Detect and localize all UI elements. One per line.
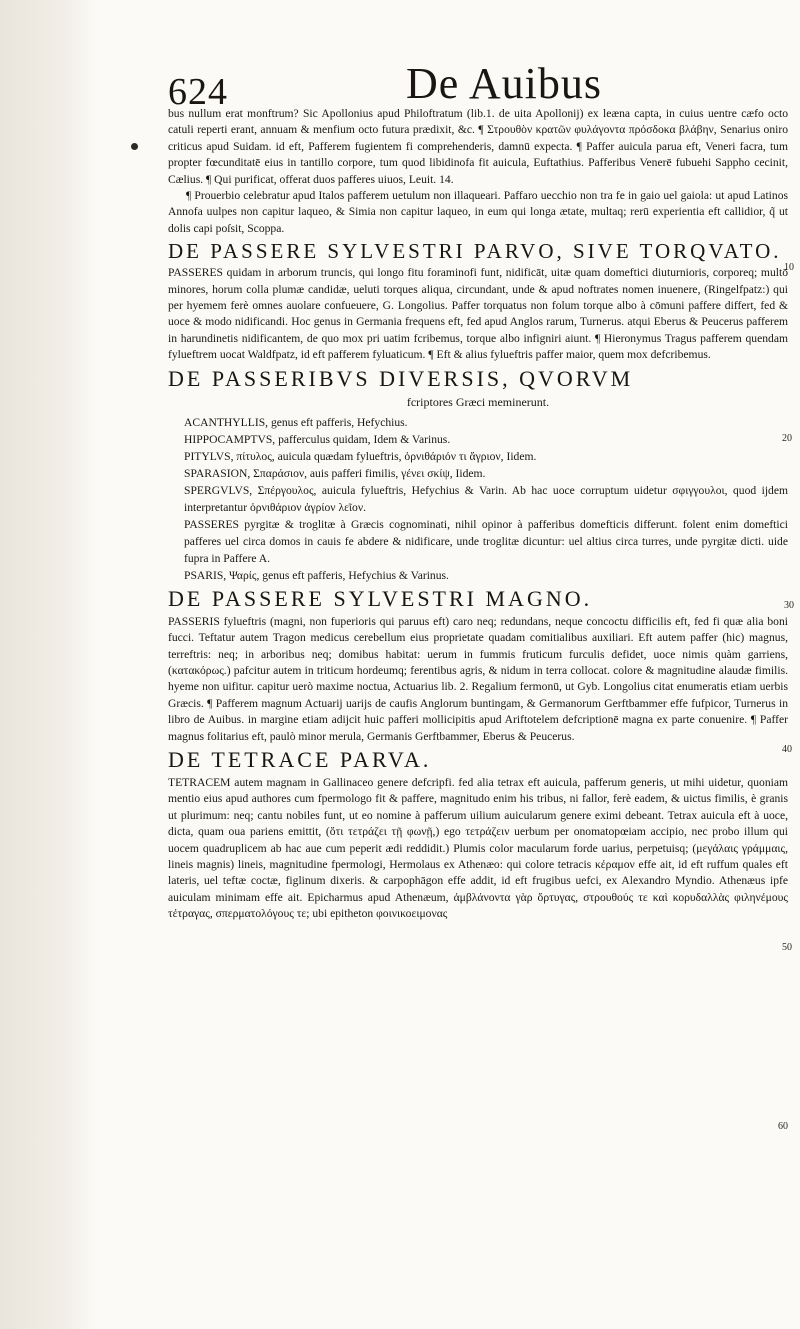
margin-line-number: 20 [782,433,792,444]
list-item: PSARIS, Ψαρίς, genus eft pafferis, Hefychius & Varinus. [184,568,449,582]
section-subheading: fcriptores Græci meminerunt. [406,394,550,409]
ink-blot-mark [131,143,138,150]
species-list [168,414,788,584]
paragraph-passer-magnus: PASSERIS fylueftris (magni, non fuperioris qui paruus eft) caro neq; redundans, neque concoctu difficilis eft, fed fi quæ alia boni fucci. Teftatur autem Tragon medicus cerebellum eius proprietate quadam comitialibus auxiliari. Eft autem paffer (hic) magnus, terreftris: neq; in arboribus neq; domibus habitat: uerum in fummis fruticum furculis defidet, uoce nimis quàm garriens, (κατακόρως.) pafcitur autem in triticum hordeumq; ferentibus agris, & nidum in terra collocat. colore & magnitudine alaudæ fimilis. hyeme non uifitur. capitur uerò maxime noctua, Actuarius lib. 2. Regalium fermonū, ut Gyb. Longolius citat enumeratis etiam uerbis Græcis. ¶ Pafferem magnum Actuarij uarijs de caufis Anglorum buntingam, & Germanorum Gerftbammer effe fufpicor, Turnerus in libro de Auibus. in margine etiam adijcit huic pafferi mollicipitis apud Ariftotelem defcriptionē magna ex parte conuenire. ¶ Paffer magnus folitarius eft, paulò minor merula, Germanis Gerftbammer, Eberus & Peucerus. [168,614,788,743]
section-heading-tetrax-parva: DE TETRACE PARVA. [168,746,432,772]
section-heading-passer-magnus: DE PASSERE SYLVESTRI MAGNO. [168,585,593,611]
paragraph-proverb: ¶ Prouerbio celebratur apud Italos pafferem uetulum non illaqueari. Paffaro uecchio non tra fe in gaio uel gaiola: ut apud Latinos Annofa uulpes non capitur laqueo, & Simia non capitur laqueo, in eum qui longa ætate, multaq; rerū experientia eft callidior, q̃ ut dolis capi poſsit, Scoppa. [168,189,788,235]
page-number: 624 [168,71,228,113]
list-item: HIPPOCAMPTVS, pafferculus quidam, Idem & Varinus. [184,432,451,446]
list-item: SPARASION, Σπαράσιον, auis pafferi fimilis, γένει σκίψ, Iidem. [184,466,486,480]
list-item: PASSERES pyrgitæ & troglitæ à Græcis cognominati, nihil opinor à pafferibus domefticis differunt. folent enim domeftici pafferes uel circa domos in cauis fe abdere & nidificare, unde troglitæ dicuntur: uel altius circa turres, unde pyrgitæ dicti. uide fupra in Paffere A. [184,517,788,565]
margin-line-number: 50 [782,942,792,953]
list-item: SPERGVLVS, Σπέργουλος, auicula fylueftris, Hefychius & Varin. Ab hac uoce corruptum uidetur σφιγγουλοι, quod ijdem interpretantur ὀρνιθάριον ἀγρίον λεῖον. [184,483,788,514]
list-item: PITYLVS, πίτυλος, auicula quædam fylueftris, ὀρνιθάριόν τι ἄγριον, Iidem. [184,449,537,463]
section-heading-passeres-diversi: DE PASSERIBVS DIVERSIS, QVORVM [168,365,634,391]
page-gutter [0,0,96,1329]
paragraph-passer-torquatus: PASSERES quidam in arborum truncis, qui longo fitu foraminofi funt, nidificāt, uitæ quam domeftici diuturnioris, corporeq; multō minores, horum colla plumæ candidæ, ueluti torques aliqua, circundant, unde & apud noftrates nomen inuenere, (Ringelfpatz:) qui per hyemem ferè omnes auolare confueuere, G. Longolius. Paffer torquatus non folum torque albo à cōmuni paffere differt, fed & uoce & modo nidificandi. Hoc genus in Germania frequens eft, fed apud Anglos rarum, Turnerus. atqui Eberus & Peucerus pafferem in harundinetis nidificantem, de quo mox pri uatim fcribemus, torque albo infigniri aiunt. ¶ Hieronymus Tragus pafferem quendam fylueftrem uocat Waldfpatz, id eft pafferem fyluaticum. ¶ Eft & alius fylueftris paffer maior, quem mox defcribemus. [168,266,788,362]
margin-line-number: 10 [784,262,794,273]
margin-line-number: 30 [784,600,794,611]
page-body [168,106,788,923]
paragraph-tetrax-parva: TETRACEM autem magnam in Gallinaceo genere defcripfi. fed alia tetrax eft auicula, pafferum generis, ut mihi uidetur, quoniam mentio eius apud authores cum fpermologo fit & paffere, magnitudo enim his tribus, ni fallor, ferè eadem, & uictus fimilis, è granis ut plurimum: neq; cantu nobiles funt, ut eo nomine à pafferum uilium auicularum genere eximi debeant. Tetrax auicula eft à uoce, dicta, quam oua pariens emittit, (ὅτι τετράζει τῇ φωνῇ,) ego τετράζειν uerbum per onomatopœiam accipio, nec probo illum qui uocem quadruplicem ab hac aue cum peperit ædi reddidit.) Plumis color macularum forde uarius, perpetuisq; (μεγάλαις γράμμαις, lineis magnis) lineis, magnitudine fpermologi, Hermolaus ex Athenæo: qui colore tetracis κέραμον effe ait, id eft ruffum quales eft lateris, uel teftæ coctæ, figlinum dixeris. & carpophāgon effe addit, id eft frugibus uefci, ex Alexandro Myndio. Athenæus ipfe auiculam minimam effe ait. Epicharmus apud Athenæum, ἀμβλάνοντα γὰρ ὄρτυγας, στρουθούς τε καὶ κορυδαλλὰς φιληνέμους τέτραγας, σπερματολόγους τε; ubi epitheton φοινικοειμονας [168,775,788,921]
section-heading-passer-torquatus: DE PASSERE SYLVESTRI PARVO, SIVE TORQVATO. [168,239,782,264]
running-title: De Auibus [406,59,602,108]
paragraph-apollonius: bus nullum erat monftrum? Sic Apollonius apud Philoftratum (lib.1. de uita Apollonij) ex leæna capta, in cuius uentre cæfo octo catuli reperti erant, annuam & menfium octo futura prædixit, &c. ¶ Στρουθὸν κρατῶν φυλάγοντα πρόσδοκα βλάβην, Senarius oniro criticus apud Suidam. id eft, Pafferem fugientem fi comprehenderis, damnū expecta. ¶ Paffer auicula parua eft, Veneri facra, tum propter fœcunditatē eius in tantillo corpore, tum quod libidinofa fit auicula, Euftathius. Pafferibus Venerē fubuehi Sappho cecinit, Cælius. ¶ Qui purificat, offerat duos pafferes uiuos, Leuit. 14. [168,107,788,186]
list-item: ACANTHYLLIS, genus eft pafferis, Hefychius. [184,415,408,429]
margin-line-number: 40 [782,744,792,755]
margin-line-number: 60 [778,1121,788,1132]
